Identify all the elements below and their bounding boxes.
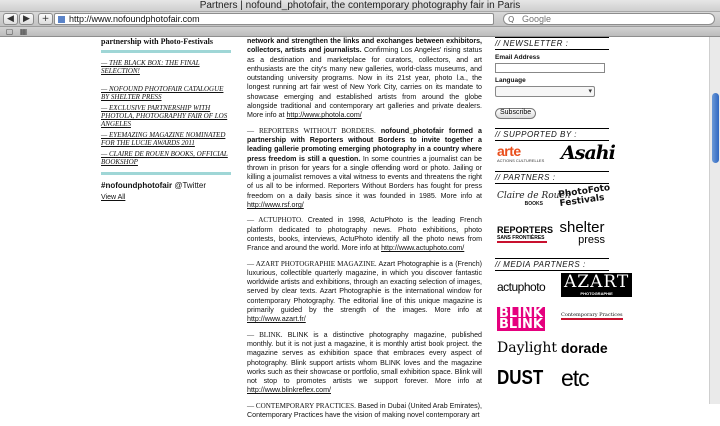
daylight-wordmark: Daylight	[497, 339, 558, 356]
actuphoto-name: — ACTUPHOTO.	[247, 216, 303, 225]
reporters-wordmark: REPORTERS	[497, 224, 554, 235]
contemporary-practices-logo[interactable]	[561, 312, 623, 320]
favicon-icon	[58, 16, 65, 23]
shelter-press-logo[interactable]	[559, 218, 605, 246]
news-link[interactable]: — CLAIRE DE ROUEN BOOKS, OFFICIAL BOOKSHOP	[101, 150, 228, 166]
partners-logos-row1	[495, 182, 611, 220]
etc-logo[interactable]	[561, 366, 589, 390]
add-bookmark-button[interactable]	[38, 13, 53, 25]
dust-logo[interactable]	[497, 367, 551, 389]
rsf-name: — REPORTERS WITHOUT BORDERS.	[247, 126, 376, 135]
reporters-subtitle: SANS FRONTIÈRES	[497, 234, 545, 241]
azart-paragraph	[247, 260, 482, 325]
azart-subtitle: PHOTOGRAPHIE	[580, 290, 613, 296]
subscribe-button[interactable]: Subscribe	[495, 108, 536, 119]
actuphoto-wordmark: actuphoto	[497, 279, 546, 294]
twitter-line	[101, 181, 231, 190]
search-input[interactable]	[522, 14, 710, 24]
blink-wordmark: BLINK	[499, 305, 543, 321]
daylight-logo[interactable]	[497, 341, 557, 356]
cp-text: Based in Dubai (United Arab Emirates), Contemporary Practices have the vision of making novel contemporary art	[247, 401, 482, 419]
reporters-bar	[497, 241, 547, 243]
address-bar[interactable]	[54, 13, 494, 25]
azart-logo[interactable]	[561, 273, 632, 297]
bookmarks-bar	[0, 27, 720, 37]
news-link[interactable]: — THE BLACK BOX: THE FINAL SELECTION!	[101, 59, 200, 75]
vertical-scrollbar[interactable]	[709, 37, 720, 404]
claire-subtitle: BOOKS	[524, 200, 543, 207]
dorade-logo[interactable]	[561, 341, 608, 356]
search-field[interactable]	[503, 13, 715, 25]
photola-paragraph	[247, 37, 482, 121]
window-titlebar	[0, 0, 720, 12]
blink-link[interactable]: http://www.blinkreflex.com/	[247, 386, 331, 395]
actuphoto-text: Created in 1998, ActuPhoto is the leading French platform dedicated to photography news. Photo exhibitions, photo contests, books, interviews, ActuPhoto identify all the photo news from France and around the world. More info at	[247, 216, 483, 253]
news-fragment[interactable]: partnership with Photo-Festivals	[101, 37, 213, 46]
azart-text: Azart Photographie is a (French) luxurious, collectible quarterly magazine, in which you discover fantastic worldwide artists and exhibitions, through an exacting selection of images, served by clear texts. Azart Photographie is the international window for contemporary Photography. The editorial line of this unique magazine is primarily guided by the strength of the images. More info at	[247, 259, 482, 315]
photofoto-logo[interactable]	[557, 182, 611, 209]
asahi-logo[interactable]	[561, 143, 615, 163]
photola-link[interactable]: http://www.photola.com/	[286, 111, 362, 120]
photola-bold: network and strengthen the links and exchanges between exhibitors, collectors, artists and journalists.	[247, 37, 482, 55]
page-viewport	[0, 37, 709, 419]
rsf-link[interactable]: http://www.rsf.org/	[247, 201, 304, 210]
shelter-subtitle: press	[578, 233, 605, 246]
cp-paragraph	[247, 402, 482, 421]
partners-logos-row2	[495, 218, 609, 254]
rsf-text: In some countries a journalist can be thrown in prison for years for a single offending word or photo. Jailing or killing a journalist removes a vital witness to events and threatens the right of us all to be informed. Reporters Without Borders has fought for press freedom on a daily basis since it was founded in 1985. More info at	[247, 154, 482, 200]
arte-subtitle: ACTIONS CULTURELLES	[497, 157, 545, 163]
blink-name: — BLINK.	[247, 330, 283, 339]
asahi-wordmark: Asahi	[561, 141, 615, 164]
arte-wordmark: arte	[497, 142, 521, 159]
rsf-bold: nofound_photofair formed a partnership with Reporters without Borders to invite together a leading gallerie promoting emerging photography in a country where press freedom is still a question.	[247, 126, 482, 163]
forward-button[interactable]	[19, 13, 34, 25]
azart-wordmark: AZART	[564, 271, 630, 292]
dorade-wordmark: dorade	[561, 339, 608, 356]
etc-wordmark: etc	[561, 364, 589, 391]
media-logos-row3	[495, 339, 609, 363]
grid-icon[interactable]: ▦	[19, 27, 28, 36]
divider	[101, 50, 231, 53]
email-label: Email Address	[495, 54, 540, 61]
partners-heading: // PARTNERS :	[495, 171, 609, 184]
sidebar	[495, 37, 630, 399]
back-arrow-icon: ◀	[7, 14, 14, 24]
photola-text: Confirming Los Angeles' rising status as a destination and marketplace for curators, collectors, and art enthusiasts are the city's many new galleries, world-class museums, and outstanding university programs. Now in its 21st year, photo l.a., the longest running art fair west of New York City, carries on its mandate to showcase emerging and established artists from around the globe alongside traditional and contemporary art galleries and private dealers. More info at	[247, 46, 482, 120]
language-label: Language	[495, 77, 526, 84]
shelter-wordmark: shelter	[559, 218, 605, 236]
media-partners-heading: // MEDIA PARTNERS :	[495, 258, 609, 271]
news-column	[101, 37, 231, 202]
view-all-link[interactable]: View All	[101, 194, 126, 201]
cp-name: — CONTEMPORARY PRACTICES.	[247, 401, 356, 410]
back-button[interactable]	[3, 13, 18, 25]
forward-arrow-icon: ▶	[23, 14, 30, 24]
scrollbar-thumb[interactable]	[712, 93, 719, 163]
divider	[101, 172, 231, 175]
contemporary-wordmark: Contemporary Practices	[561, 311, 623, 318]
blink-paragraph	[247, 331, 482, 396]
supported-heading: // SUPPORTED BY :	[495, 128, 609, 141]
news-link[interactable]: — EXCLUSIVE PARTNERSHIP WITH PHOTOLA, PHOTOGRAPHY FAIR OF LOS ANGELES	[101, 104, 228, 128]
blink-text: BLINK is a distinctive photography magazine, published monthly. but it is not just a magazine, it is monthly artist book project. the magazine serves as exhibition space that embraces every aspect of photography. Blink support artists whom BLINK loves and the magazine works such as their showcase or portfolio, small exhibition space. Blink will not stop to promotes artists we support forever. More info at	[247, 330, 482, 386]
news-link[interactable]: — NOFOUND PHOTOFAIR CATALOGUE BY SHELTER PRESS	[101, 85, 224, 101]
media-logos-row4	[495, 364, 609, 395]
claire-wordmark: Claire de Rouen	[497, 190, 571, 201]
partners-article	[247, 37, 482, 426]
news-link[interactable]: — EYEMAZING MAGAZINE NOMINATED FOR THE LUCIE AWARDS 2011	[101, 131, 226, 147]
window-title: Partners | nofound_photofair, the contemporary photography fair in Paris	[199, 0, 521, 11]
azart-name: — AZART PHOTOGRAPHIE MAGAZINE.	[247, 259, 377, 268]
media-logos-row2	[495, 305, 623, 335]
twitter-handle[interactable]: @Twitter	[174, 181, 207, 190]
newsletter-heading: // NEWSLETTER :	[495, 37, 609, 50]
blink-logo[interactable]	[497, 307, 545, 331]
media-logos-row1	[495, 271, 630, 303]
blink-wordmark-echo: BLINK	[499, 316, 543, 332]
actuphoto-paragraph	[247, 216, 482, 253]
rsf-paragraph	[247, 127, 482, 211]
book-icon[interactable]: ▢	[5, 27, 14, 36]
search-icon: Q	[508, 15, 515, 24]
twitter-hashtag[interactable]: #nofoundphotofair	[101, 181, 173, 190]
actuphoto-logo[interactable]	[497, 281, 545, 293]
email-field[interactable]	[495, 63, 605, 73]
azart-link[interactable]: http://www.azart.fr/	[247, 315, 306, 324]
arte-logo[interactable]	[497, 142, 545, 163]
actuphoto-link[interactable]: http://www.actuphoto.com/	[381, 244, 465, 253]
plus-icon: +	[41, 14, 50, 24]
dust-wordmark: DUST	[497, 366, 544, 389]
reporters-logo[interactable]	[497, 226, 553, 243]
supporters-logos	[495, 141, 615, 167]
address-url[interactable]: http://www.nofoundphotofair.com	[69, 14, 200, 24]
browser-toolbar	[0, 12, 720, 27]
language-select[interactable]	[495, 86, 595, 97]
photofoto-wordmark: PhotoFoto Festivals	[557, 182, 611, 209]
